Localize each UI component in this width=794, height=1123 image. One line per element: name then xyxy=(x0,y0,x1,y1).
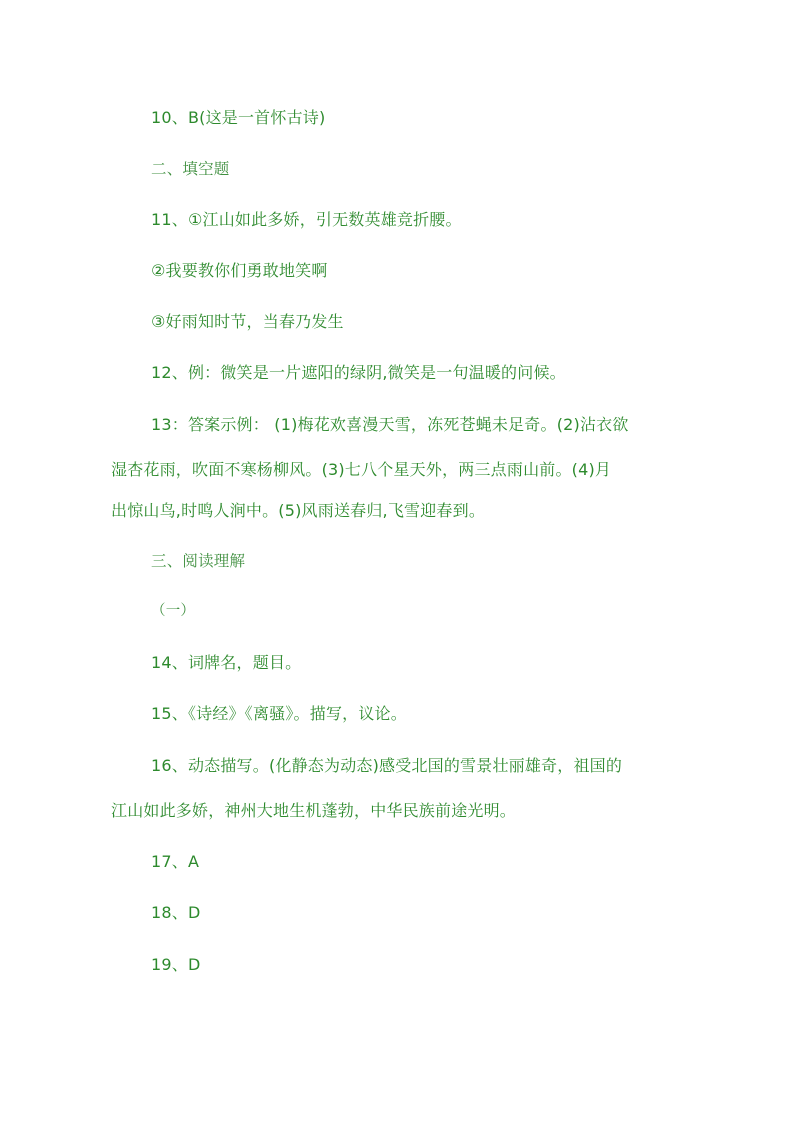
answer-13-line-1: 13：答案示例： (1)梅花欢喜漫天雪，冻死苍蝇未足奇。(2)沾衣欲 xyxy=(151,415,629,434)
answer-16-line-1: 16、动态描写。(化静态为动态)感受北国的雪景壮丽雄奇，祖国的 xyxy=(151,756,623,775)
answer-10: 10、B(这是一首怀古诗) xyxy=(151,108,326,127)
answer-18: 18、D xyxy=(151,903,201,922)
answer-16-line-2: 江山如此多娇，神州大地生机蓬勃，中华民族前途光明。 xyxy=(111,801,517,820)
answer-13-line-2: 湿杏花雨，吹面不寒杨柳风。(3)七八个星天外，两三点雨山前。(4)月 xyxy=(111,460,612,479)
answer-13-line-3: 出惊山鸟,时鸣人涧中。(5)风雨送春归,飞雪迎春到。 xyxy=(111,501,486,520)
answer-11-part-1: 11、①江山如此多娇，引无数英雄竞折腰。 xyxy=(151,210,462,229)
answer-11-part-2: ②我要教你们勇敢地笑啊 xyxy=(151,261,328,280)
answer-15: 15、《诗经》《离骚》。描写，议论。 xyxy=(151,704,407,723)
answer-12: 12、例：微笑是一片遮阳的绿阴,微笑是一句温暖的问候。 xyxy=(151,363,566,382)
answer-14: 14、词牌名，题目。 xyxy=(151,653,302,672)
answer-11-part-3: ③好雨知时节，当春乃发生 xyxy=(151,312,344,331)
answer-17: 17、A xyxy=(151,852,200,871)
section-reading-comprehension-heading: 三、阅读理解 xyxy=(151,552,246,570)
section-fill-in-blank-heading: 二、填空题 xyxy=(151,160,230,178)
answer-19: 19、D xyxy=(151,955,201,974)
subsection-one-heading: （一） xyxy=(151,603,196,619)
